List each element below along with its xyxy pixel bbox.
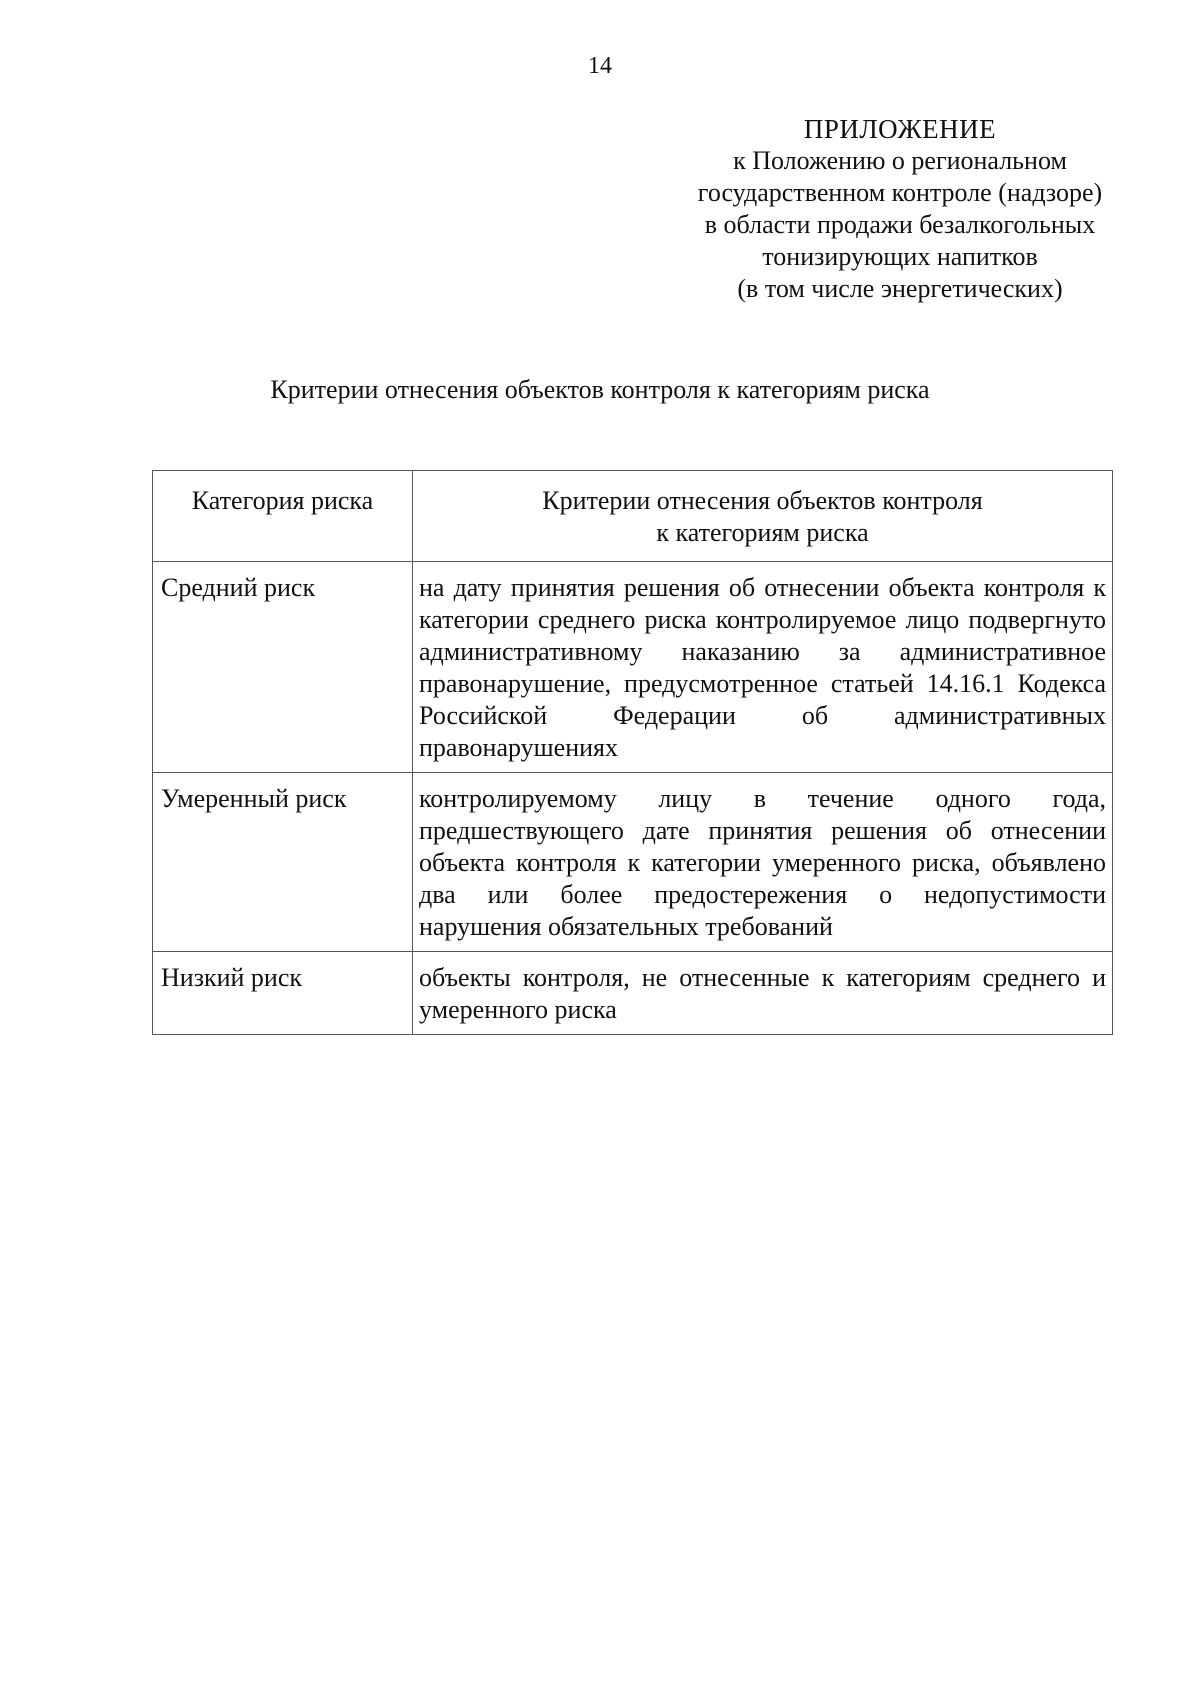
appendix-block — [640, 113, 1160, 305]
table-header-row — [153, 471, 1113, 562]
appendix-line: тонизирующих напитков — [762, 242, 1038, 271]
risk-criteria-table — [152, 470, 1113, 1035]
table-row — [153, 562, 1113, 773]
appendix-line: государственном контроле (надзоре) — [697, 178, 1103, 207]
header-criteria-line: к категориям риска — [656, 518, 869, 547]
table-row — [153, 773, 1113, 952]
risk-criteria-cell: на дату принятия решения об отнесении объекта контроля к категории среднего риска контролируемое лицо подвергнуто административному наказанию за административное правонарушение, предусмотренное статьей 14.16.1 Кодекса Российской Федерации об административных правонарушениях — [413, 562, 1113, 773]
risk-criteria-cell: контролируемому лицу в течение одного года, предшествующего дате принятия решения об отнесении объекта контроля к категории умеренного риска, объявлено два или более предостережения о недопустимости нарушения обязательных требований — [413, 773, 1113, 952]
header-criteria — [413, 471, 1113, 562]
appendix-line: к Положению о региональном — [733, 146, 1067, 175]
table-row — [153, 952, 1113, 1035]
risk-category-cell: Умеренный риск — [153, 773, 413, 952]
appendix-title: ПРИЛОЖЕНИЕ — [803, 114, 997, 144]
risk-category-cell: Низкий риск — [153, 952, 413, 1035]
page-number: 14 — [588, 53, 612, 79]
header-criteria-line: Критерии отнесения объектов контроля — [542, 486, 983, 515]
document-title: Критерии отнесения объектов контроля к категориям риска — [270, 375, 930, 404]
header-category: Категория риска — [153, 471, 413, 562]
appendix-line: (в том числе энергетических) — [737, 274, 1063, 303]
appendix-line: в области продажи безалкогольных — [704, 210, 1096, 239]
risk-category-cell: Средний риск — [153, 562, 413, 773]
risk-criteria-cell: объекты контроля, не отнесенные к категориям среднего и умеренного риска — [413, 952, 1113, 1035]
